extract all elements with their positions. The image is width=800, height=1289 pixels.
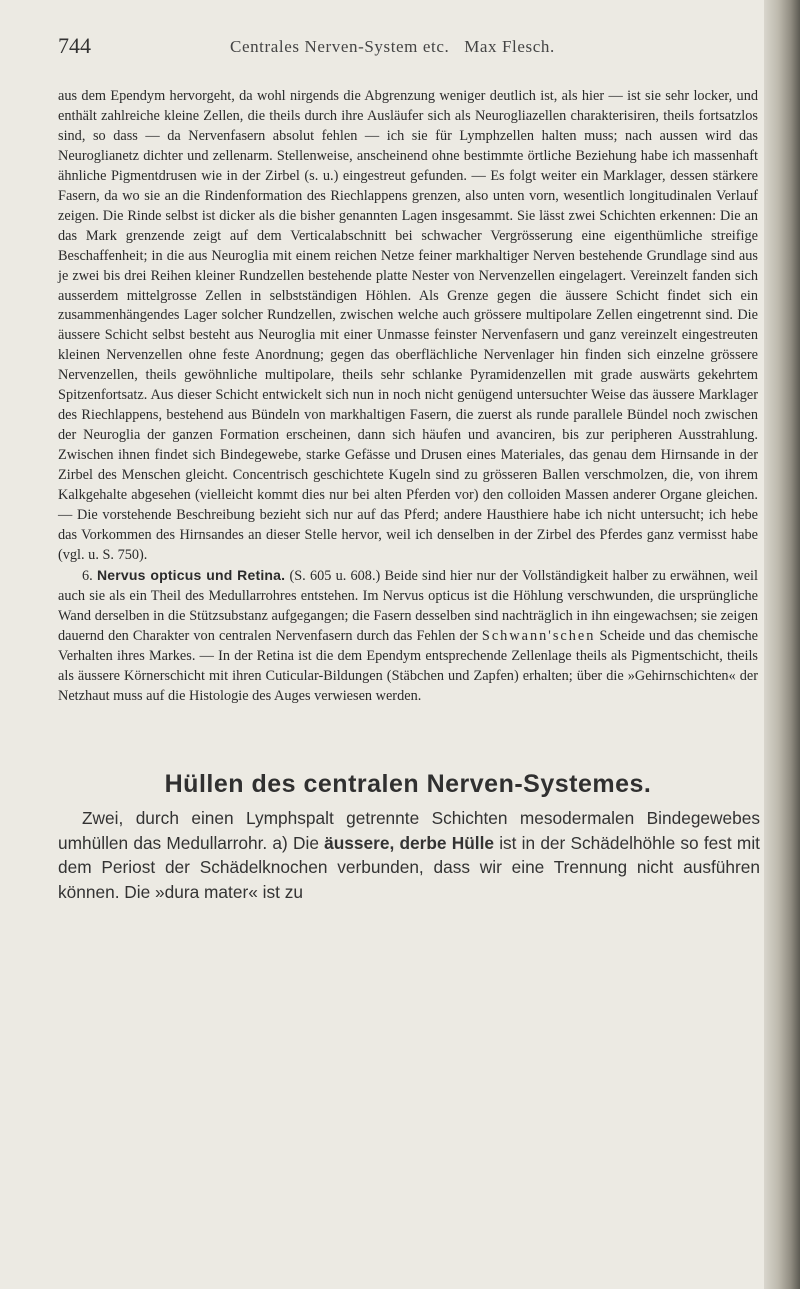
section-number: 6.	[82, 567, 93, 584]
paragraph-text: (S. 605 u. 608.) Beide sind hier nur der Vollständigkeit halber zu erwähnen, weil auch sie als ein Theil des Medullarrohres entstehen. Im Nervus opticus ist die Höhlung verschwunden, die ursprüngliche Wand derselben in die Stützsubstanz aufgegangen; die Fasern desselben sind nachträglich in ihn eingewachsen; sie zeigen dauernd den Charakter von centralen Nervenfasern durch das Fehlen der	[58, 567, 759, 644]
section-title-nervus-opticus: Nervus opticus und Retina.	[96, 566, 286, 583]
page-header	[58, 33, 758, 61]
paragraph-nervus-opticus	[58, 566, 758, 707]
paragraph-continued: aus dem Ependym hervorgeht, da wohl nirgends die Abgrenzung weniger deutlich ist, als hier — ist sie sehr locker, und enthält zahlreiche kleine Zellen, die theils durch ihre Ausläufer sich als Neurogliazellen charakterisiren, theils fortsatzlos sind, so dass — da Nervenfasern absolut fehlen — ich sie für Lymphzellen halten muss; nach aussen wird das Neuroglianetz dichter und zellenarm. Stellenweise, anscheinend ohne bestimmte örtliche Beziehung habe ich massenhaft ähnliche Pigmentdrusen wie in der Zirbel (s. u.) eingestreut gefunden. — Es folgt weiter ein Marklager, dessen stärkere Fasern, da wo sie an die Rindenformation des Riechlappens grenzen, also unten vorn, wesentlich longitudinalen Verlauf zeigen. Die Rinde selbst ist dicker als die bisher genannten Lagen insgesammt. Sie lässt zwei Schichten erkennen: Die an das Mark grenzende zeigt auf dem Verticalabschnitt bei schwacher Vergrösserung eine eigenthümliche streifige Beschaffenheit; in die aus Neuroglia mit einem reichen Netze feiner markhaltiger Nerven bestehende Grundlage sind aus je zwei bis drei Reihen kleiner Rundzellen bestehende platte Nester von Nervenzellen eingelagert. Vereinzelt fanden sich ausserdem mittelgrosse Zellen in selbstständigen Höhlen. Als Grenze gegen die äussere Schicht findet sich ein zusammenhängendes Lager solcher Rundzellen, zwischen welche auch grössere multipolare Zellen eingetrennt sind. Die äussere Schicht selbst besteht aus Neuroglia mit einer Unmasse feinster Nervenfasern und ganz vereinzelt eingestreuten kleinen Nervenzellen ohne feste Anordnung; gegen das oberflächliche Nervenlager hin finden sich einzelne grössere Nervenzellen, theils gewöhnliche multipolare, theils sehr schlanke Pyramidenzellen mit grade auswärts gekehrtem Spitzenfortsatz. Aus dieser Schicht entwickelt sich nun in noch nicht genügend untersuchter Weise das äussere Marklager des Riechlappens, bestehend aus Bündeln von markhaltigen Fasern, die zuerst als runde parallele Bündel noch zwischen der Neuroglia der ganzen Formation erscheinen, dann sich häufen und avanciren, bis zur peripheren Ausstrahlung. Zwischen ihnen findet sich Bindegewebe, starke Gefässe und Drusen eines Materiales, das genau dem Hirnsande in der Zirbel des Menschen gleicht. Concentrisch geschichtete Kugeln sind zu grösseren Ballen verschmolzen, die, von ihrem Kalkgehalte abgesehen (vielleicht kommt dies nur bei alten Pferden vor) den colloiden Massen anderer Organe gleichen. — Die vorstehende Beschreibung bezieht sich nur auf das Pferd; andere Hausthiere habe ich nicht untersucht; ich hebe das Vorkommen des Hirnsandes an dieser Stelle hervor, weil ich denselben in der Zirbel des Pferdes ganz vermisst habe (vgl. u. S. 750).	[58, 88, 758, 563]
name-schwann: Schwann'schen	[481, 627, 596, 644]
page-number: 744	[58, 33, 91, 58]
bold-term: äussere, derbe Hülle	[324, 832, 494, 853]
main-body-text	[58, 87, 758, 707]
running-title: Centrales Nerven-System etc.	[230, 37, 450, 56]
paragraph-text: Zwei, durch einen Lymphspalt getrennte Schichten mesodermalen Bindegewebes umhüllen das Medullarrohr. a) Die	[58, 808, 760, 853]
section-heading: Hüllen des centralen Nerven-Systemes.	[164, 770, 652, 798]
page-edge-shadow	[764, 0, 800, 1289]
paragraph-text: Scheide und das chemische Verhalten ihres Markes. — In der Retina ist die dem Ependym entsprechende Zellenlage theils als Pigmentschicht, theils als äussere Körnerschicht mit ihren Cuticular-Bildungen (Stäbchen und Zapfen) erhalten; über die »Gehirnschichten« der Netzhaut muss auf die Histologie des Auges verwiesen werden.	[58, 627, 759, 704]
paragraph-text: ist in der Schädelhöhle so fest mit dem Periost der Schädelknochen verbunden, dass wir eine Trennung nicht ausführen können. Die »dura mater« ist zu	[58, 832, 760, 902]
paragraph-huellen	[58, 806, 760, 904]
running-author: Max Flesch.	[464, 37, 555, 56]
section-body-text	[58, 806, 760, 904]
running-head	[230, 37, 555, 57]
